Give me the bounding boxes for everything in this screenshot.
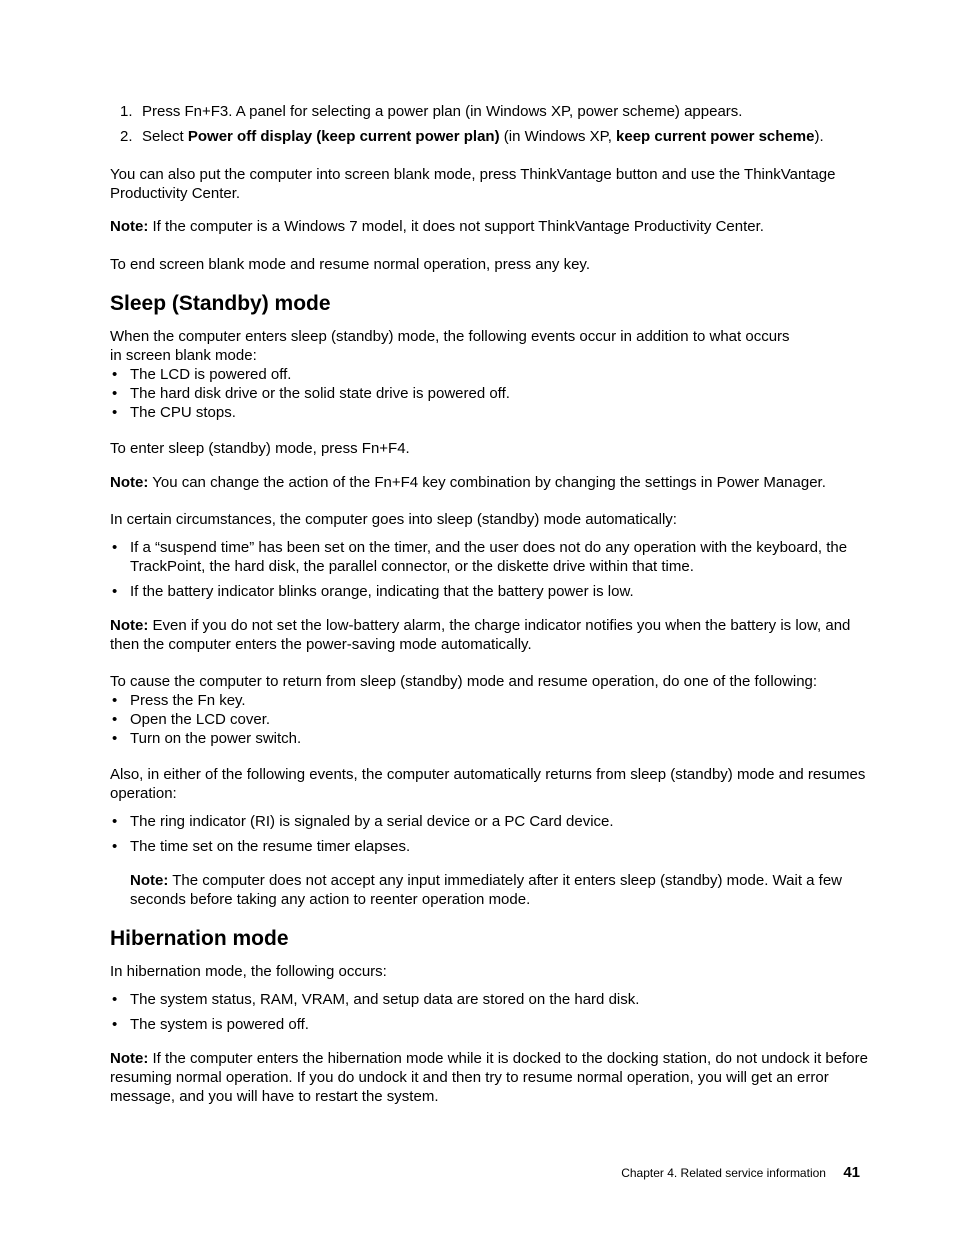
step-emphasis: Power off display (keep current power plan) xyxy=(187,128,500,145)
note-label: Note: xyxy=(110,617,149,634)
note-text: Even if you do not set the low-battery alarm, the charge indicator notifies you when the battery is low, and then the computer enters the power-saving mode automatically. xyxy=(110,617,851,653)
list-item xyxy=(110,582,868,601)
note-label: Note: xyxy=(130,872,169,889)
bullet-icon: • xyxy=(112,838,118,855)
list-item-text: The ring indicator (RI) is signaled by a serial device or a PC Card device. xyxy=(130,813,614,830)
note-battery xyxy=(110,616,868,654)
step-number: 2. xyxy=(120,128,133,145)
note-text: The computer does not accept any input immediately after it enters sleep (standby) mode. Wait a few seconds before taking any action to reenter operation mode. xyxy=(130,872,843,908)
list-item-text: The time set on the resume timer elapses. xyxy=(130,838,411,855)
bullet-icon: • xyxy=(112,813,118,830)
bullet-icon: • xyxy=(112,730,118,747)
bullet-icon: • xyxy=(112,539,118,556)
list-item xyxy=(110,812,868,831)
list-item xyxy=(110,837,868,856)
list-item-text: The hard disk drive or the solid state drive is powered off. xyxy=(130,385,510,402)
paragraph-end-blank: To end screen blank mode and resume normal operation, press any key. xyxy=(110,256,590,273)
bullet-icon: • xyxy=(112,366,118,383)
bullet-icon: • xyxy=(112,1016,118,1033)
step-emphasis: keep current power scheme xyxy=(616,128,815,145)
paragraph-hibernation-intro: In hibernation mode, the following occurs: xyxy=(110,963,387,980)
note-hibernation xyxy=(110,1049,868,1106)
steps-list xyxy=(110,102,868,146)
note-label: Note: xyxy=(110,474,149,491)
auto-sleep-list xyxy=(110,538,868,601)
step-2 xyxy=(110,127,868,146)
hibernation-list xyxy=(110,990,868,1034)
note-fn-f4 xyxy=(110,473,868,492)
note-label: Note: xyxy=(110,1050,149,1067)
list-item-text: If the battery indicator blinks orange, indicating that the battery power is low. xyxy=(130,583,634,600)
step-text: Select xyxy=(142,128,188,145)
note-label: Note: xyxy=(110,218,149,235)
list-item-text: Press the Fn key. xyxy=(130,692,246,709)
page-footer xyxy=(621,1164,860,1182)
bullet-icon: • xyxy=(112,711,118,728)
list-item-text: Turn on the power switch. xyxy=(130,730,302,747)
list-item-text: The CPU stops. xyxy=(130,404,236,421)
sleep-intro-line: When the computer enters sleep (standby) mode, the following events occur in addition to what occurs xyxy=(110,328,790,345)
auto-return-list xyxy=(110,812,868,856)
step-1 xyxy=(110,102,868,121)
list-item-text: The LCD is powered off. xyxy=(130,366,292,383)
list-item xyxy=(110,538,868,576)
note-text: If the computer is a Windows 7 model, it does not support ThinkVantage Productivity Center. xyxy=(152,218,764,235)
list-item xyxy=(110,365,868,384)
return-section xyxy=(110,672,868,748)
bullet-icon: • xyxy=(112,404,118,421)
footer-chapter: Chapter 4. Related service information xyxy=(621,1166,826,1180)
paragraph-auto-return: Also, in either of the following events, the computer automatically returns from sleep (standby) mode and resumes operation: xyxy=(110,766,866,802)
step-text: ). xyxy=(814,128,824,145)
list-item-text: The system is powered off. xyxy=(130,1016,309,1033)
list-item xyxy=(110,384,868,403)
list-item xyxy=(110,990,868,1009)
list-item xyxy=(110,403,868,422)
list-item xyxy=(110,691,868,710)
heading-hibernation: Hibernation mode xyxy=(110,927,289,950)
note-text: If the computer enters the hibernation mode while it is docked to the docking station, do not undock it before resuming normal operation. If you do undock it and then try to resume normal operation, you will get an error message, and you will have to restart the system. xyxy=(110,1050,868,1105)
list-item xyxy=(110,1015,868,1034)
note-text: You can change the action of the Fn+F4 key combination by changing the settings in Power Manager. xyxy=(152,474,826,491)
list-item-text: The system status, RAM, VRAM, and setup data are stored on the hard disk. xyxy=(130,991,640,1008)
list-item-text: Open the LCD cover. xyxy=(130,711,271,728)
note-win7 xyxy=(110,217,868,236)
bullet-icon: • xyxy=(112,583,118,600)
page-number: 41 xyxy=(843,1164,860,1181)
step-number: 1. xyxy=(120,103,133,120)
heading-sleep: Sleep (Standby) mode xyxy=(110,292,331,315)
list-item xyxy=(110,729,868,748)
sleep-intro-line: in screen blank mode: xyxy=(110,347,257,364)
bullet-icon: • xyxy=(112,385,118,402)
list-item xyxy=(110,710,868,729)
bullet-icon: • xyxy=(112,991,118,1008)
step-text: (in Windows XP, xyxy=(499,128,617,145)
list-item-text: If a “suspend time” has been set on the timer, and the user does not do any operation with the keyboard, the TrackPoint, the hard disk, the parallel connector, or the diskette drive within that time. xyxy=(130,539,848,575)
sleep-intro xyxy=(110,327,868,422)
paragraph-enter-sleep: To enter sleep (standby) mode, press Fn+F4. xyxy=(110,440,410,457)
note-input xyxy=(130,871,868,909)
return-intro: To cause the computer to return from sleep (standby) mode and resume operation, do one of the following: xyxy=(110,673,818,690)
step-text: Press Fn+F3. A panel for selecting a power plan (in Windows XP, power scheme) appears. xyxy=(142,103,743,120)
paragraph-auto-sleep: In certain circumstances, the computer goes into sleep (standby) mode automatically: xyxy=(110,511,677,528)
paragraph-screen-blank: You can also put the computer into screen blank mode, press ThinkVantage button and use the ThinkVantage Productivity Center. xyxy=(110,166,836,202)
bullet-icon: • xyxy=(112,692,118,709)
